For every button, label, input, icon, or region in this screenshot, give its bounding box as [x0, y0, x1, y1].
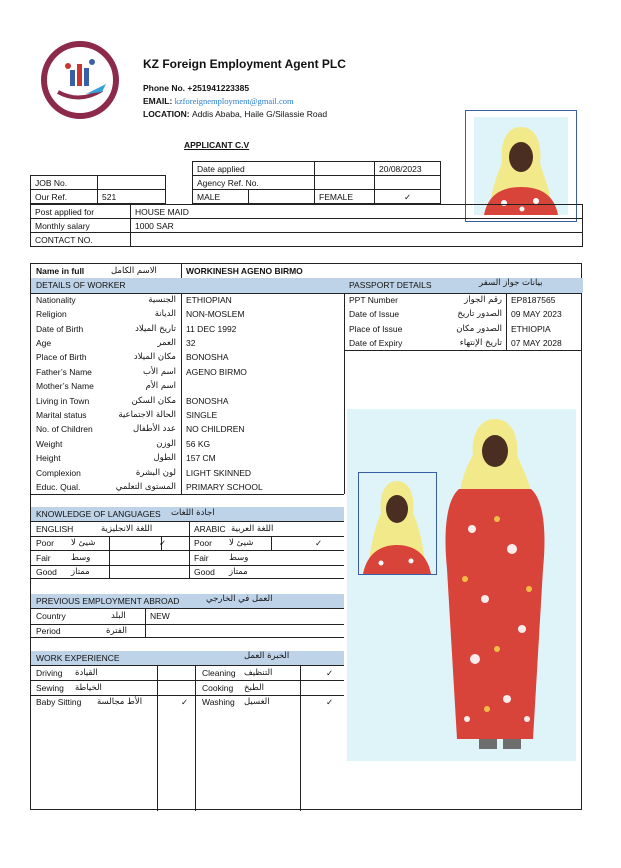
passport-label-ar: رقم الجواز — [464, 294, 502, 305]
passport-value: ETHIOPIA — [511, 323, 551, 334]
company-phone — [143, 83, 249, 93]
detail-label: Weight — [36, 438, 63, 449]
detail-label-ar: الوزن — [156, 438, 176, 449]
detail-row — [31, 408, 344, 422]
work-skill-label-right: Washing — [202, 697, 235, 707]
lang-ar-level-label: Good — [194, 567, 215, 577]
detail-label: No. of Children — [36, 424, 93, 435]
detail-label-ar: مكان الميلاد — [133, 352, 176, 363]
detail-label: Mother’s Name — [36, 381, 94, 392]
location-value: Addis Ababa, Haile G/Silassie Road — [191, 109, 328, 119]
country-label: Country — [36, 611, 66, 621]
work-exp-header — [31, 651, 344, 665]
languages-header-text: KNOWLEDGE OF LANGUAGES — [36, 509, 161, 519]
detail-label-ar: تاريخ الميلاد — [135, 323, 176, 334]
location-label: LOCATION: — [143, 109, 192, 119]
company-email — [143, 96, 294, 106]
detail-label-ar: الديانة — [154, 309, 176, 320]
detail-row — [31, 451, 344, 465]
country-value: NEW — [150, 611, 170, 621]
work-exp-row — [31, 695, 344, 709]
male-label: MALE — [193, 190, 249, 204]
female-check: ✓ — [375, 190, 441, 204]
company-location — [143, 109, 327, 119]
detail-label-ar: اسم الأم — [145, 381, 176, 392]
lang-arabic-label: ARABIC — [194, 524, 226, 534]
our-ref-value: 521 — [98, 190, 166, 204]
email-label: EMAIL: — [143, 96, 175, 106]
post-table — [30, 204, 583, 247]
lang-ar-level-label: Fair — [194, 552, 209, 563]
company-name: KZ Foreign Employment Agent PLC — [143, 57, 346, 71]
detail-label: Complexion — [36, 467, 81, 478]
languages-table — [31, 521, 344, 579]
inset-portrait-frame — [358, 472, 437, 575]
detail-value: 56 KG — [186, 438, 211, 449]
detail-label: Father’s Name — [36, 366, 92, 377]
lang-ar-check: ✓ — [315, 538, 323, 548]
work-skill-check-right: ✓ — [326, 697, 334, 707]
work-skill-label: Sewing — [36, 682, 64, 693]
detail-value: NON-MOSLEM — [186, 309, 245, 320]
detail-label: Nationality — [36, 294, 76, 305]
name-label: Name in full — [36, 266, 85, 276]
lang-level-label: Fair — [36, 552, 51, 563]
our-ref-label: Our Ref. — [31, 190, 98, 204]
agency-ref-value2 — [375, 176, 441, 190]
language-level-row — [31, 565, 344, 579]
name-label-ar: الاسم الكامل — [111, 266, 157, 276]
passport-header-text: PASSPORT DETAILS — [349, 280, 432, 291]
date-applied-label: Date applied — [193, 162, 315, 176]
date-applied-value: 20/08/2023 — [375, 162, 441, 176]
detail-value: 32 — [186, 338, 196, 348]
contact-value — [131, 233, 583, 247]
job-no-value — [98, 176, 166, 190]
detail-label-ar: لون البشرة — [135, 467, 176, 478]
detail-value: BONOSHA — [186, 395, 229, 406]
monthly-salary-label: Monthly salary — [31, 219, 131, 233]
lang-english-label: ENGLISH — [36, 524, 74, 534]
detail-value: LIGHT SKINNED — [186, 467, 252, 478]
work-skill-label-right: Cooking — [202, 682, 234, 693]
detail-label-ar: اسم الأب — [142, 366, 176, 377]
language-level-row — [31, 551, 344, 565]
detail-row — [31, 437, 344, 451]
passport-value: 07 MAY 2028 — [511, 338, 562, 348]
detail-label: Marital status — [36, 410, 87, 420]
period-ar: الفترة — [106, 626, 127, 636]
full-body-photo — [347, 409, 576, 761]
passport-header — [344, 278, 583, 292]
detail-value: NO CHILDREN — [186, 424, 245, 435]
work-skill-check-right: ✓ — [326, 668, 334, 678]
work-skill-ar: الأط مجالسة — [97, 697, 143, 707]
reference-table — [30, 161, 441, 204]
lang-level-ar: ممتاز — [71, 567, 90, 577]
passport-row — [344, 336, 583, 350]
country-ar: البلد — [111, 611, 126, 621]
detail-value: PRIMARY SCHOOL — [186, 482, 263, 492]
name-value: WORKINESH AGENO BIRMO — [186, 266, 303, 276]
detail-label-ar: الحالة الاجتماعية — [118, 410, 176, 420]
detail-value: SINGLE — [186, 410, 218, 420]
lang-ar-level-ar: وسط — [229, 552, 249, 563]
detail-label-ar: الجنسية — [148, 294, 176, 305]
date-applied-spacer — [315, 162, 375, 176]
work-exp-header-text: WORK EXPERIENCE — [36, 653, 120, 663]
lang-arabic-ar: اللغة العربية — [231, 524, 274, 534]
passport-label-ar: الصدور تاريخ — [457, 309, 502, 320]
work-skill-label-right: Cleaning — [202, 668, 236, 678]
details-header — [31, 278, 344, 292]
detail-label-ar: المستوى التعلمي — [115, 482, 176, 492]
detail-row — [31, 322, 344, 336]
passport-label-ar: الصدور مكان — [456, 323, 502, 334]
detail-label: Date of Birth — [36, 323, 84, 334]
detail-label-ar: العمر — [157, 338, 176, 348]
detail-value: ETHIOPIAN — [186, 294, 232, 305]
detail-row — [31, 480, 344, 494]
passport-value: 09 MAY 2023 — [511, 309, 562, 320]
agency-ref-value — [315, 176, 375, 190]
phone-value: +251941223385 — [187, 83, 250, 93]
language-level-row — [31, 536, 344, 550]
company-logo — [40, 40, 120, 120]
passport-header-ar: بيانات جواز السفر — [479, 278, 543, 289]
detail-label: Living in Town — [36, 395, 90, 406]
lang-level-label: Good — [36, 567, 57, 577]
lang-ar-level-ar: ممتاز — [229, 567, 248, 577]
lang-level-label: Poor — [36, 538, 54, 548]
passport-label: PPT Number — [349, 294, 398, 305]
prev-employment-table — [31, 608, 344, 638]
detail-label: Height — [36, 453, 61, 464]
lang-level-ar: وسط — [71, 552, 91, 563]
detail-label: Place of Birth — [36, 352, 87, 363]
passport-row — [344, 322, 583, 336]
passport-row — [344, 307, 583, 321]
lang-ar-level-label: Poor — [194, 538, 212, 548]
job-no-label: JOB No. — [31, 176, 98, 190]
lang-english-ar: اللغة الانجليزية — [101, 524, 153, 534]
passport-label: Place of Issue — [349, 323, 403, 334]
work-skill-ar-right: التنظيف — [244, 668, 273, 678]
detail-row — [31, 394, 344, 408]
detail-label: Age — [36, 338, 52, 348]
post-applied-value: HOUSE MAID — [131, 205, 583, 219]
lang-en-check: ✓ — [159, 538, 167, 548]
detail-row — [31, 350, 344, 364]
detail-row — [31, 307, 344, 321]
prev-employment-header — [31, 594, 344, 608]
work-exp-row — [31, 666, 344, 680]
details-header-text: DETAILS OF WORKER — [36, 280, 126, 291]
phone-label: Phone No. — [143, 83, 188, 93]
work-skill-ar: الخياطة — [75, 682, 102, 693]
post-applied-label: Post applied for — [31, 205, 131, 219]
work-skill-ar-right: الغسيل — [244, 697, 270, 707]
detail-row — [31, 293, 344, 307]
passport-label: Date of Issue — [349, 309, 400, 320]
detail-value: 11 DEC 1992 — [186, 323, 237, 334]
passport-label-ar: تاريخ الإنتهاء — [459, 338, 502, 348]
work-skill-ar: القيادة — [75, 668, 98, 678]
agency-ref-label: Agency Ref. No. — [193, 176, 315, 190]
work-exp-header-ar: الخبرة العمل — [244, 651, 290, 661]
work-skill-check: ✓ — [181, 697, 189, 707]
detail-label: Religion — [36, 309, 67, 320]
monthly-salary-value: 1000 SAR — [131, 219, 583, 233]
detail-label-ar: عدد الأطفال — [132, 424, 176, 435]
detail-label-ar: الطول — [153, 453, 176, 464]
work-skill-label: Driving — [36, 668, 63, 678]
detail-row — [31, 336, 344, 350]
passport-row — [344, 293, 583, 307]
work-skill-ar-right: الطبخ — [244, 682, 264, 693]
detail-row — [31, 365, 344, 379]
period-label: Period — [36, 626, 61, 636]
female-label: FEMALE — [315, 190, 375, 204]
languages-header-ar: اجادة اللغات — [171, 508, 215, 518]
applicant-portrait — [474, 117, 568, 215]
detail-value: 157 CM — [186, 453, 216, 464]
passport-value: EP8187565 — [511, 294, 556, 305]
work-skill-label: Baby Sitting — [36, 697, 82, 707]
passport-label: Date of Expiry — [349, 338, 403, 348]
detail-label-ar: مكان السكن — [131, 395, 176, 406]
lang-ar-level-ar: شيئ لا — [229, 538, 254, 548]
prev-employment-header-text: PREVIOUS EMPLOYMENT ABROAD — [36, 596, 180, 606]
detail-row — [31, 422, 344, 436]
detail-row — [31, 379, 344, 393]
detail-row — [31, 466, 344, 480]
contact-label: CONTACT NO. — [31, 233, 131, 247]
detail-value: BONOSHA — [186, 352, 229, 363]
prev-employment-header-ar: العمل في الخارجي — [206, 594, 273, 604]
male-check — [249, 190, 315, 204]
detail-label: Educ. Qual. — [36, 482, 81, 492]
detail-value: AGENO BIRMO — [186, 366, 247, 377]
work-exp-table — [31, 665, 344, 811]
languages-header — [31, 507, 344, 521]
lang-level-ar: شيئ لا — [71, 538, 96, 548]
work-exp-row — [31, 681, 344, 695]
form-title: APPLICANT C.V — [184, 140, 250, 150]
email-link[interactable]: kzforeignemployment@gmail.com — [174, 96, 294, 106]
